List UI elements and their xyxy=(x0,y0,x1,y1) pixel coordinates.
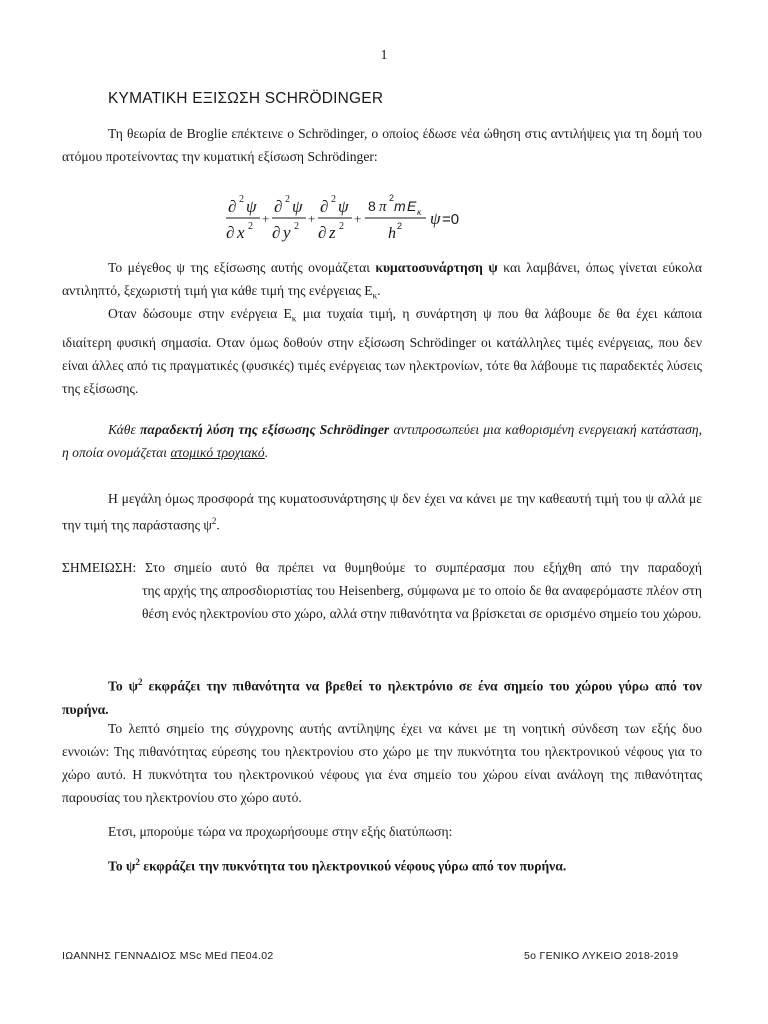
transition-paragraph: Ετσι, μπορούμε τώρα να προχωρήσουμε στην εξής διατύπωση: xyxy=(108,824,453,839)
svg-text:8: 8 xyxy=(368,198,376,214)
density-statement: Το $\psi^2$ εκφράζει την πυκνότητα του ηλεκτρονικού νέφους γύρω από τον πυρήνα. xyxy=(108,857,567,874)
energy-paragraph: Οταν δώσουμε στην ενέργεια $E_\kappa$ μια τυχαία τιμή, η συνάρτηση ψ που θα λάβουμε δε θα έχει κάποια ιδιαίτερη φυσική σημασία. Οταν όμως δοθούν στην εξίσωση Schrödinger οι κατάλληλες τιμές ενέργειας, που δεν είναι άλλες από τις πραγματικές (φυσικές) τιμές ενέργειας των ηλεκτρονίων, τότε θα λάβουμε τις παραδεκτές λύσεις της εξίσωσης. xyxy=(62,306,702,396)
svg-text:∂: ∂ xyxy=(228,197,237,216)
svg-text:2: 2 xyxy=(389,193,395,203)
svg-text:2: 2 xyxy=(248,221,253,232)
svg-text:2: 2 xyxy=(239,194,244,205)
svg-text:∂: ∂ xyxy=(318,223,327,242)
svg-text:π: π xyxy=(379,199,387,215)
svg-text:2: 2 xyxy=(294,221,299,232)
svg-text:2: 2 xyxy=(397,221,403,231)
atomic-orbital-term: ατομικό τροχιακό xyxy=(170,445,265,460)
svg-text:ψ: ψ xyxy=(292,197,303,216)
svg-text:2: 2 xyxy=(331,194,336,205)
plus-sign: + xyxy=(308,211,316,226)
svg-text:κ: κ xyxy=(417,207,422,217)
note-text: της αρχής της απροσδιοριστίας του Heisenberg, σύμφωνα με το οποίο δε θα αναφερόμαστε πλέον στη θέση ενός ηλεκτρονίου στο χώρο, αλλά στην πιθανότητα να βρίσκεται σε ορισμένο σημείο του χώρου. xyxy=(142,583,702,621)
svg-text:ψ: ψ xyxy=(338,197,349,216)
second-derivative-x xyxy=(226,194,260,242)
wavefunction-paragraph: Το μέγεθος ψ της εξίσωσης αυτής ονομάζεται κυματοσυνάρτηση ψ και λαμβάνει, όπως γίνεται εύκολα αντιληπτό, ξεχωριστή τιμή για κάθε τιμή της ενέργειας $E_\kappa$. xyxy=(62,260,702,301)
footer-school: 5ο ΓΕΝΙΚΟ ΛΥΚΕΙΟ 2018-2019 xyxy=(524,950,679,962)
svg-text:y: y xyxy=(283,223,291,242)
intro-text: Τη θεωρία de Broglie επέκτεινε ο Schrödinger, ο οποίος έδωσε νέα ώθηση στις αντιλήψεις για τη δομή του ατόμου προτείνοντας την κυματική εξίσωση Schrödinger: xyxy=(62,126,702,164)
second-derivative-z xyxy=(318,194,352,242)
svg-text:h: h xyxy=(388,225,396,242)
plus-sign: + xyxy=(354,211,362,226)
svg-text:2: 2 xyxy=(285,194,290,205)
accepted-solution-term: παραδεκτή λύση της εξίσωσης Schrödinger xyxy=(140,422,390,437)
orbital-definition-paragraph: Κάθε παραδεκτή λύση της εξίσωσης Schrödinger αντιπροσωπεύει μια καθορισμένη ενεργειακή κατάσταση, η οποία ονομάζεται ατομικό τροχιακό. xyxy=(62,422,702,460)
svg-text:∂: ∂ xyxy=(226,223,235,242)
note-first-line: ΣΗΜΕΙΩΣΗ: Στο σημείο αυτό θα πρέπει να θυμηθούμε το συμπέρασμα που εξήχθη από την παραδοχή xyxy=(62,556,702,579)
equals-zero: =0 xyxy=(442,211,460,228)
footer-author: ΙΩΑΝΝΗΣ ΓΕΝΝΑΔΙΟΣ MSc MEd ΠΕ04.02 xyxy=(62,950,274,962)
note-label: ΣΗΜΕΙΩΣΗ: xyxy=(62,560,137,575)
svg-text:2: 2 xyxy=(339,221,344,232)
svg-text:∂: ∂ xyxy=(272,223,281,242)
psi-symbol: ψ xyxy=(430,209,441,228)
note-block xyxy=(62,556,702,625)
second-derivative-y xyxy=(272,194,306,242)
svg-text:∂: ∂ xyxy=(320,197,329,216)
plus-sign: + xyxy=(262,211,270,226)
page-title: ΚΥΜΑΤΙΚΗ ΕΞΙΣΩΣΗ SCHRÖDINGER xyxy=(108,90,384,107)
probability-statement: Το $\psi^2$ εκφράζει την πιθανότητα να βρεθεί το ηλεκτρόνιο σε ένα σημείο του χώρου γύρω από τον πυρήνα. xyxy=(62,677,702,717)
svg-text:x: x xyxy=(237,223,245,242)
svg-text:m: m xyxy=(394,198,406,214)
svg-text:ψ: ψ xyxy=(246,197,257,216)
electron-cloud-paragraph: Το λεπτό σημείο της σύγχρονης αυτής αντίληψης έχει να κάνει με τη νοητική σύνδεση των εξής δυο εννοιών: Της πιθανότητας εύρεσης του ηλεκτρονίου στο χώρο με την πυκνότητα του ηλεκτρονικού νέφους για το χώρο αυτό. Η πυκνότητα του ηλεκτρονικού νέφους για ένα σημείο του χώρου είναι ανάλογη της πιθανότητας παρουσίας του ηλεκτρονίου στο χώρο αυτό. xyxy=(62,721,702,805)
psi-squared-paragraph: Η μεγάλη όμως προσφορά της κυματοσυνάρτησης ψ δεν έχει να κάνει με την καθεαυτή τιμή του ψ αλλά με την τιμή της παράστασης $\psi^2$. xyxy=(62,491,702,533)
intro-paragraph xyxy=(62,122,702,168)
svg-text:∂: ∂ xyxy=(274,197,283,216)
wavefunction-term: κυματοσυνάρτηση ψ xyxy=(375,260,498,275)
schrodinger-equation xyxy=(222,188,522,248)
svg-text:E: E xyxy=(407,198,417,214)
energy-term xyxy=(365,193,426,242)
page-number: 1 xyxy=(380,48,388,63)
svg-text:z: z xyxy=(329,223,336,242)
